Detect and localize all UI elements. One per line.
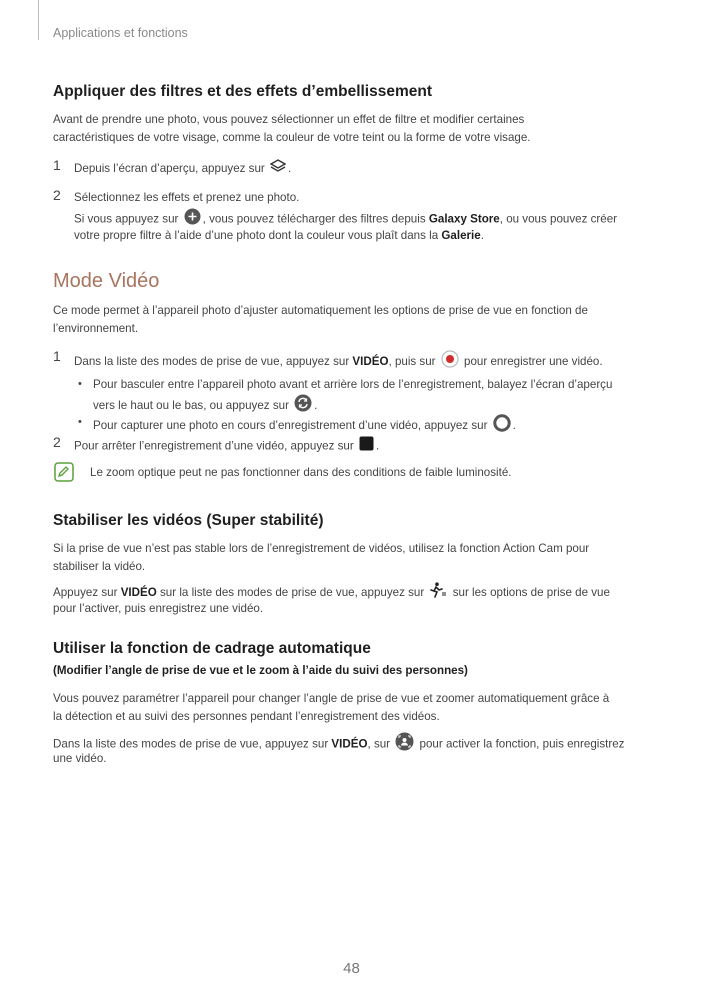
filters-step2-line3: votre propre filtre à l’aide d’une photo dont la couleur vous plaît dans la Galerie. xyxy=(74,229,484,242)
gallery-link: Galerie xyxy=(441,229,481,242)
filters-step2-number: 2 xyxy=(53,187,61,203)
filters-intro-2: caractéristiques de votre visage, comme la couleur de votre teint ou la forme de votre visage. xyxy=(53,131,531,144)
video-step1: Dans la liste des modes de prise de vue, appuyez sur VIDÉO, puis sur pour enregistrer une vidéo. xyxy=(74,350,603,374)
filters-title: Appliquer des filtres et des effets d’embellissement xyxy=(53,83,433,100)
video-mode-title: Mode Vidéo xyxy=(53,270,160,292)
auto-framing-subtitle: (Modifier l’angle de prise de vue et le zoom à l’aide du suivi des personnes) xyxy=(53,664,468,677)
auto-framing-p2-line2: une vidéo. xyxy=(53,752,107,765)
filters-step1: Depuis l’écran d’aperçu, appuyez sur . xyxy=(74,159,291,179)
bullet-dot: • xyxy=(78,416,82,428)
video-step2: Pour arrêter l’enregistrement d’une vidéo, appuyez sur . xyxy=(74,436,379,457)
filters-intro-1: Avant de prendre une photo, vous pouvez sélectionner un effet de filtre et modifier certaines xyxy=(53,113,525,126)
stabilization-p1-line2: stabiliser la vidéo. xyxy=(53,560,146,573)
filters-step2-line1: Sélectionnez les effets et prenez une photo. xyxy=(74,191,300,204)
section-header: Applications et fonctions xyxy=(53,26,188,40)
stabilization-p2-line2: pour l’activer, puis enregistrez une vidéo. xyxy=(53,602,264,615)
record-icon xyxy=(441,350,459,374)
bullet-dot: • xyxy=(78,378,82,390)
auto-framing-p1-line1: Vous pouvez paramétrer l’appareil pour changer l’angle de prise de vue et zoomer automatiquement grâce à xyxy=(53,692,610,705)
video-intro-1: Ce mode permet à l’appareil photo d’ajuster automatiquement les options de prise de vue en fonction de xyxy=(53,304,588,317)
filters-step1-number: 1 xyxy=(53,157,61,173)
video-note: Le zoom optique peut ne pas fonctionner dans des conditions de faible luminosité. xyxy=(90,466,512,479)
auto-framing-p2-line1: Dans la liste des modes de prise de vue, appuyez sur VIDÉO, sur pour activer la fonction, puis enregistrez xyxy=(53,732,653,757)
filters-step1-text: Depuis l’écran d’aperçu, appuyez sur xyxy=(74,162,265,176)
video-step2-number: 2 xyxy=(53,434,61,450)
stabilization-p2-line1: Appuyez sur VIDÉO sur la liste des modes de prise de vue, appuyez sur sur les options de prise de vue xyxy=(53,582,653,604)
stabilization-p1-line1: Si la prise de vue n’est pas stable lors de l’enregistrement de vidéos, utilisez la fonction Action Cam pour xyxy=(53,542,590,555)
video-intro-2: l’environnement. xyxy=(53,322,139,335)
galaxy-store-link: Galaxy Store xyxy=(428,212,500,226)
header-divider xyxy=(38,0,39,40)
effects-icon xyxy=(270,159,286,179)
stabilization-title: Stabiliser les vidéos (Super stabilité) xyxy=(53,512,324,529)
auto-framing-title: Utiliser la fonction de cadrage automatique xyxy=(53,640,371,657)
video-bullet1-line1: Pour basculer entre l’appareil photo avant et arrière lors de l’enregistrement, balayez l’écran d’aperçu xyxy=(93,378,613,391)
video-bullet1-line2: vers le haut ou le bas, ou appuyez sur . xyxy=(93,394,317,418)
stop-icon xyxy=(359,436,374,457)
video-bullet2: Pour capturer une photo en cours d’enregistrement d’une vidéo, appuyez sur . xyxy=(93,414,516,438)
page-number: 48 xyxy=(343,960,360,977)
capture-photo-icon xyxy=(493,414,511,438)
auto-framing-p1-line2: la détection et au suivi des personnes pendant l’enregistrement des vidéos. xyxy=(53,710,440,723)
note-icon xyxy=(54,462,74,487)
filters-step2-line2: Si vous appuyez sur , vous pouvez télécharger des filtres depuis Galaxy Store, ou vous pouvez créer xyxy=(74,208,617,231)
video-step1-number: 1 xyxy=(53,348,61,364)
